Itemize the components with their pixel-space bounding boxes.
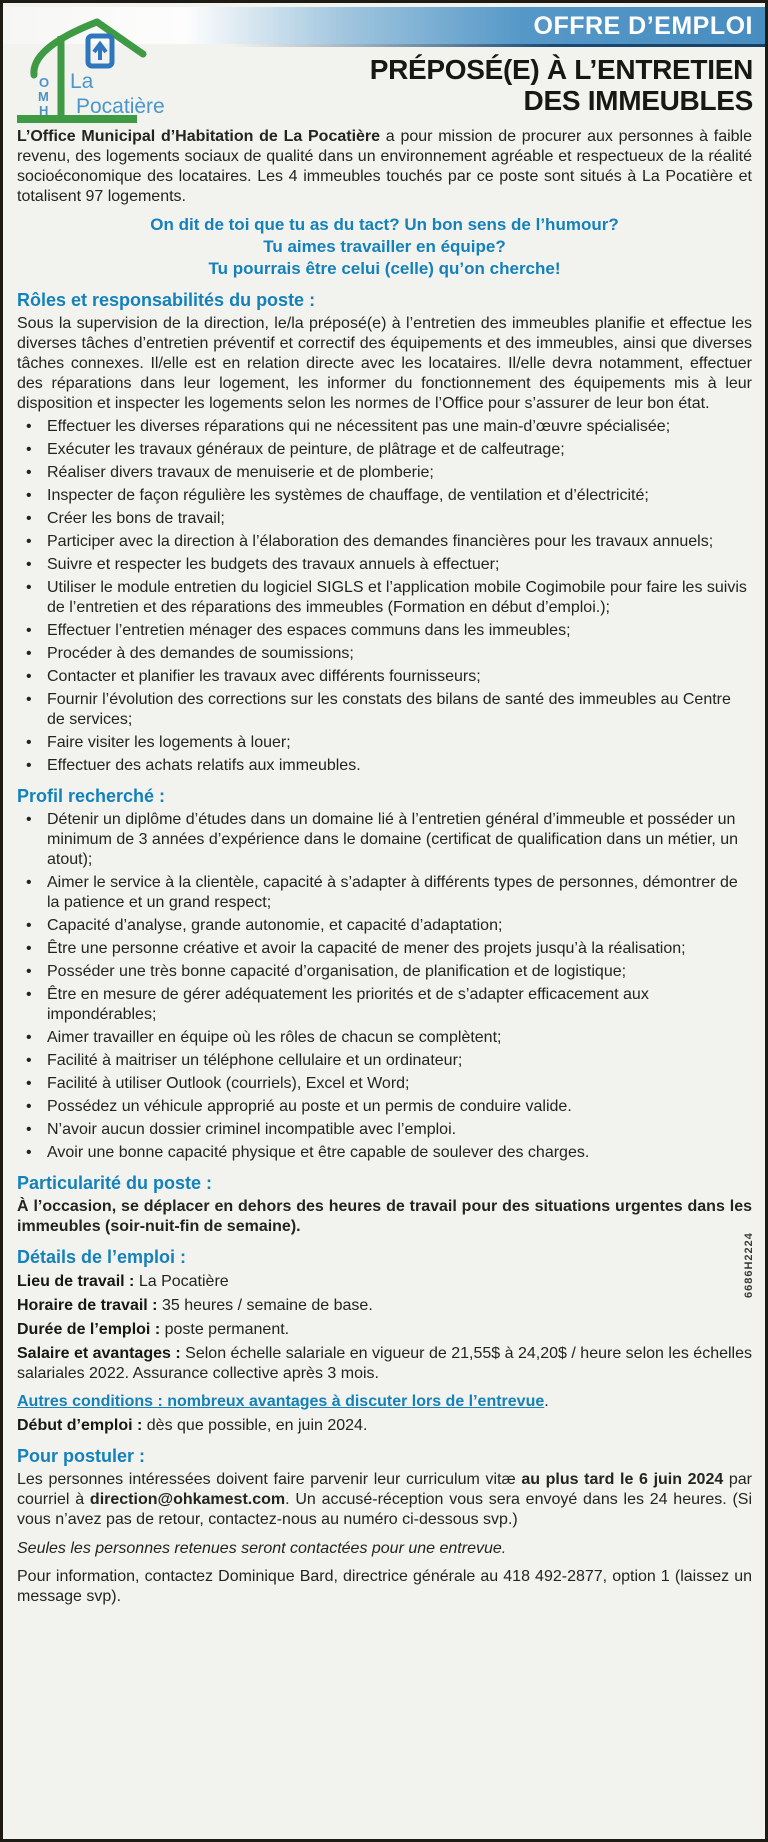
list-item: • Détenir un diplôme d’études dans un domaine lié à l’entretien général d’immeuble et posséder un minimum de 3 années d’expérience dans le domaine (certificat de qualification dans un métier, un atout); [17,810,752,870]
section-heading-roles: Rôles et responsabilités du poste : [17,290,316,310]
list-item: • Réaliser divers travaux de menuiserie et de plomberie; [17,463,752,483]
teaser-line-3: Tu pourrais être celui (celle) qu’on cherche! [208,259,561,278]
teaser-line-1: On dit de toi que tu as du tact? Un bon sens de l’humour? [150,215,619,234]
list-item: • Fournir l’évolution des corrections sur les constats des bilans de santé des immeubles au Centre de services; [17,690,752,730]
omh-logo [13,9,165,141]
page-title: PRÉPOSÉ(E) À L’ENTRETIEN DES IMMEUBLES [369,54,753,116]
detail-location: Lieu de travail : La Pocatière [17,1273,229,1290]
list-item: • Être une personne créative et avoir la capacité de mener des projets jusqu’à la réalisation; [17,939,752,959]
application-email[interactable]: direction@ohkamest.com [89,1491,286,1508]
section-heading-particularity: Particularité du poste : [17,1173,213,1193]
list-item: • Capacité d’analyse, grande autonomie, et capacité d’adaptation; [17,916,752,936]
list-item: • Avoir une bonne capacité physique et être capable de soulever des charges. [17,1143,752,1163]
list-item: • Créer les bons de travail; [17,509,752,529]
list-item: • Facilité à utiliser Outlook (courriels), Excel et Word; [17,1074,752,1094]
detail-schedule: Horaire de travail : 35 heures / semaine de base. [17,1297,373,1314]
detail-salary: Salaire et avantages : Selon échelle salariale en vigueur de 21,55$ à 24,20$ / heure selon les échelles salariales 2022. Assurance collective après 3 mois. [17,1345,753,1382]
particularity-paragraph: À l’occasion, se déplacer en dehors des heures de travail pour des situations urgentes dans les immeubles (soir-nuit-fin de semaine). [17,1198,752,1235]
list-item: • Contacter et planifier les travaux avec différents fournisseurs; [17,667,752,687]
list-item: • Participer avec la direction à l’élaboration des demandes financières pour les travaux annuels; [17,532,752,552]
logo-letter-m: M [38,89,49,104]
list-item: • Facilité à maitriser un téléphone cellulaire et un ordinateur; [17,1051,752,1071]
list-item: • Faire visiter les logements à louer; [17,733,752,753]
org-name: L’Office Municipal d’Habitation de La Pocatière [17,128,381,145]
list-item: • Effectuer des achats relatifs aux immeubles. [17,756,752,776]
detail-duration: Durée de l’emploi : poste permanent. [17,1321,290,1338]
roles-bullet-list [17,417,752,776]
logo-text-pocatiere: Pocatière [76,95,165,118]
section-heading-apply: Pour postuler : [17,1446,146,1466]
list-item: • Posséder une très bonne capacité d’organisation, de planification et de logistique; [17,962,752,982]
teaser-block [17,214,752,280]
list-item: • Effectuer l’entretien ménager des espaces communs dans les immeubles; [17,621,752,641]
section-heading-details: Détails de l’emploi : [17,1247,187,1267]
detail-start: Début d’emploi : dès que possible, en juin 2024. [17,1417,368,1434]
deadline-text: au plus tard le 6 juin 2024 [521,1471,724,1488]
apply-paragraph: Les personnes intéressées doivent faire parvenir leur curriculum vitæ au plus tard le 6 juin 2024 par courriel à direction@ohkamest.com. Un accusé-réception vous sera envoyé dans les 24 heures. (Si vous n’avez pas de retour, contactez-nous au numéro ci-dessous svp.) [17,1471,753,1528]
house-logo-icon [13,9,165,135]
list-item: • Exécuter les travaux généraux de peinture, de plâtrage et de calfeutrage; [17,440,752,460]
selection-note: Seules les personnes retenues seront contactées pour une entrevue. [17,1540,507,1557]
other-conditions-line: Autres conditions : nombreux avantages à discuter lors de l’entrevue. [17,1393,549,1410]
list-item: • Utiliser le module entretien du logiciel SIGLS et l’application mobile Cogimobile pour faire les suivis de l’entretien et des réparations des immeubles (Formation en début d’emploi.); [17,578,752,618]
logo-letter-o: O [39,75,50,90]
list-item: • Être en mesure de gérer adéquatement les priorités et de s’adapter efficacement aux impondérables; [17,985,752,1025]
list-item: • Suivre et respecter les budgets des travaux annuels à effectuer; [17,555,752,575]
list-item: • Procéder à des demandes de soumissions; [17,644,752,664]
content [3,127,765,1607]
other-conditions-link[interactable]: Autres conditions : nombreux avantages à discuter lors de l’entrevue [17,1393,545,1410]
header [3,7,765,125]
teaser-line-2: Tu aimes travailler en équipe? [263,237,506,256]
intro-paragraph: L’Office Municipal d’Habitation de La Pocatière a pour mission de procurer aux personnes à faible revenu, des logements sociaux de qualité dans un environnement agréable et respectueux de la réalité socioéconomique des locataires. Les 4 immeubles touchés par ce poste sont situés à La Pocatière et totalisent 97 logements. [17,128,753,205]
list-item: • Inspecter de façon régulière les systèmes de chauffage, de ventilation et d’électricité; [17,486,752,506]
roles-intro-paragraph: Sous la supervision de la direction, le/la préposé(e) à l’entretien des immeubles planifie et effectue les diverses tâches d’entretien préventif et correctif des équipements et des immeubles, ainsi que diverses tâches connexes. Il/elle est en relation directe avec les locataires. Il/elle devra notamment, effectuer des réparations dans leur logement, les informer du fonctionnement des équipements mis à leur disposition et inspecter les logements selon les normes de l’Office pour s’assurer de leur bon état. [17,315,752,412]
list-item: • Aimer travailler en équipe où les rôles de chacun se complètent; [17,1028,752,1048]
section-heading-profile: Profil recherché : [17,786,166,806]
list-item: • Aimer le service à la clientèle, capacité à s’adapter à différents types de personnes, démontrer de la patience et un grand respect; [17,873,752,913]
reference-code: 6686H2224 [743,1232,755,1298]
list-item: • Possédez un véhicule approprié au poste et un permis de conduire valide. [17,1097,752,1117]
list-item: • Effectuer les diverses réparations qui ne nécessitent pas une main-d’œuvre spécialisée; [17,417,752,437]
profile-bullet-list [17,810,752,1163]
logo-letter-h: H [39,103,49,118]
contact-paragraph: Pour information, contactez Dominique Bard, directrice générale au 418 492-2877, option 1 (laissez un message svp). [17,1568,752,1605]
logo-text-la: La [70,70,94,93]
banner-label: OFFRE D’EMPLOI [533,11,753,40]
list-item: • N’avoir aucun dossier criminel incompatible avec l’emploi. [17,1120,752,1140]
